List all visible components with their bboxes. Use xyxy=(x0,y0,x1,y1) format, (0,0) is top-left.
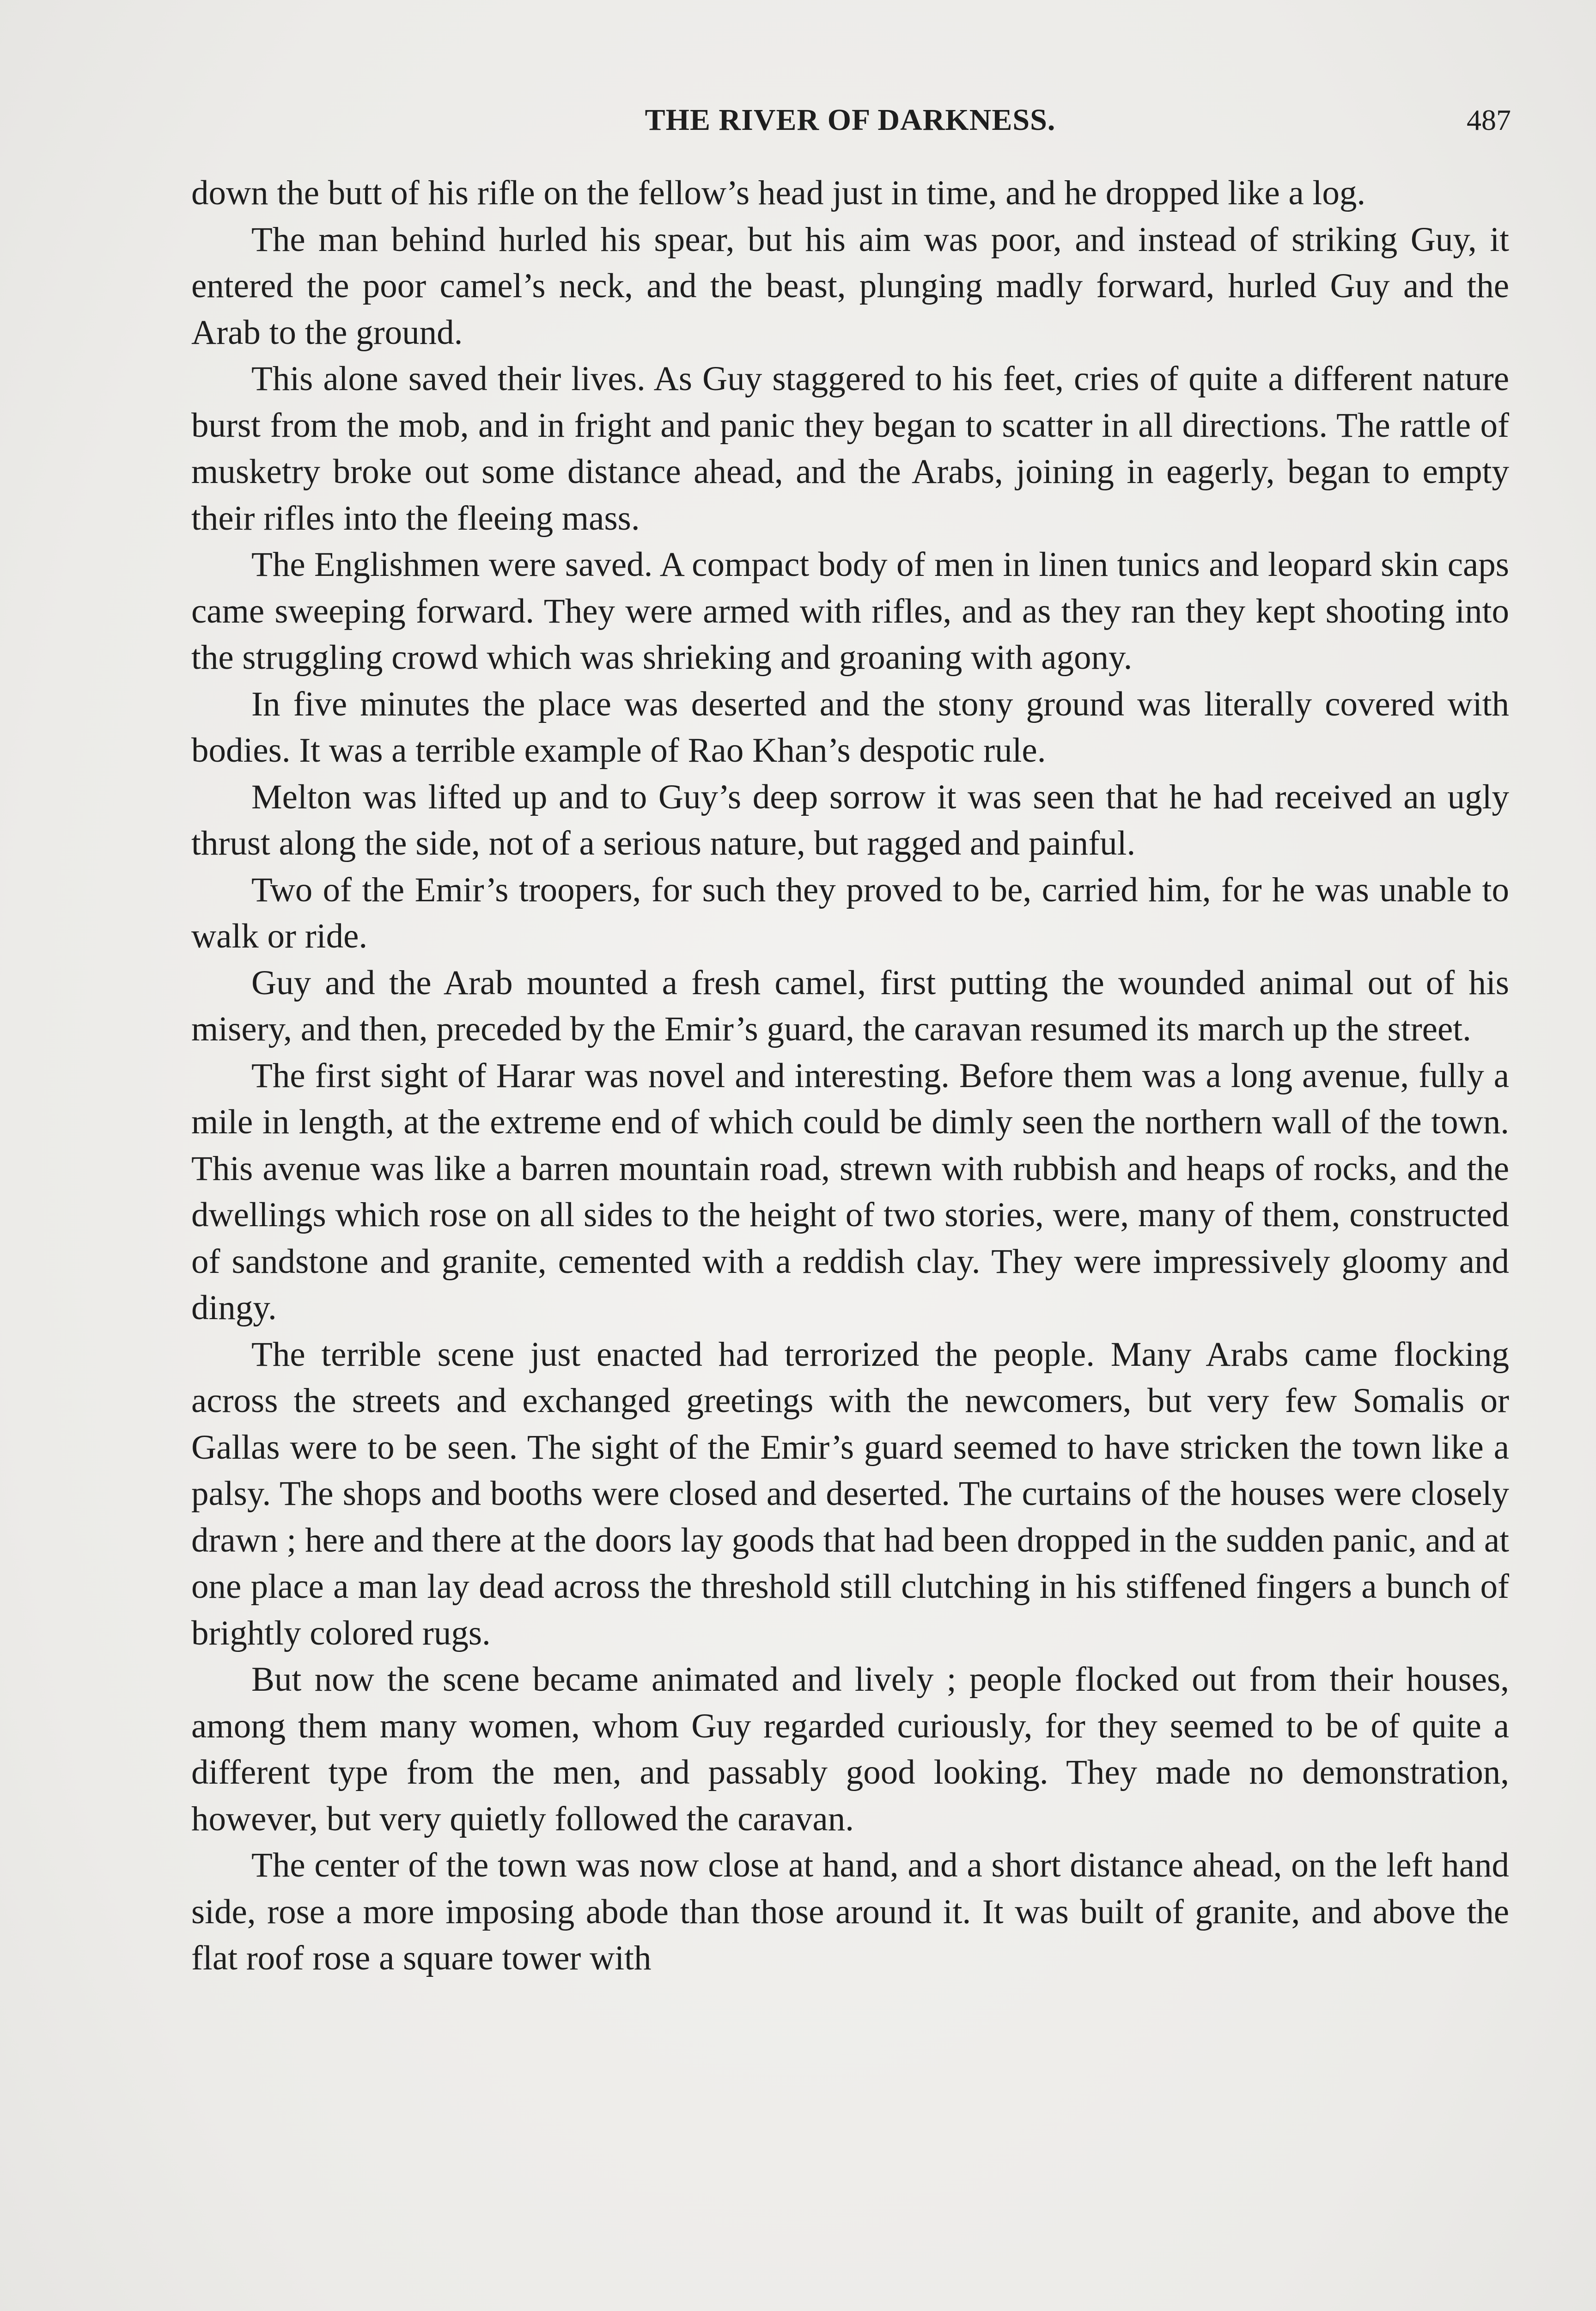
paragraph: Guy and the Arab mounted a fresh camel, first putting the wounded animal out of his misery, and then, preceded by the Emir’s guard, the caravan resumed its march up the street. xyxy=(191,963,1509,1048)
paragraph: Melton was lifted up and to Guy’s deep sorrow it was seen that he had received an ugly thrust along the side, not of a serious nature, but ragged and painful. xyxy=(191,777,1509,862)
running-title: THE RIVER OF DARKNESS. xyxy=(645,103,1056,137)
paragraph: This alone saved their lives. As Guy staggered to his feet, cries of quite a different nature burst from the mob, and in fright and panic they began to scatter in all directions. The rattle of musketry broke out some distance ahead, and the Arabs, joining in eagerly, began to empty their rifles into the fleeing mass. xyxy=(191,360,1509,538)
paragraph: The terrible scene just enacted had terrorized the people. Many Arabs came flocking across the streets and exchanged greetings with the newcomers, but very few Somalis or Gallas were to be seen. The sight of the Emir’s guard seemed to have stricken the town like a palsy. The shops and booths were closed and deserted. The curtains of the houses were closely drawn ; here and there at the doors lay goods that had been dropped in the sudden panic, and at one place a man lay dead across the threshold still clutching in his stiffened fingers a bunch of brightly colored rugs. xyxy=(191,1335,1509,1652)
body-text xyxy=(191,170,1509,1982)
paragraph: down the butt of his rifle on the fellow’s head just in time, and he dropped like a log. xyxy=(191,174,1366,212)
paragraph: But now the scene became animated and lively ; people flocked out from their houses, among them many women, whom Guy regarded curiously, for they seemed to be of quite a different type from the men, and passably good looking. They made no demonstration, however, but very quietly followed the caravan. xyxy=(191,1660,1509,1838)
paragraph: The center of the town was now close at hand, and a short distance ahead, on the left hand side, rose a more imposing abode than those around it. It was built of granite, and above the flat roof rose a square tower with xyxy=(191,1846,1509,1977)
paragraph: The first sight of Harar was novel and interesting. Before them was a long avenue, fully a mile in length, at the extreme end of which could be dimly seen the northern wall of the town. This avenue was like a barren mountain road, strewn with rubbish and heaps of rocks, and the dwellings which rose on all sides to the height of two stories, were, many of them, constructed of sandstone and granite, cemented with a reddish clay. They were impressively gloomy and dingy. xyxy=(191,1056,1509,1327)
running-header xyxy=(189,95,1511,146)
page-number: 487 xyxy=(1467,104,1511,136)
paragraph: The man behind hurled his spear, but his aim was poor, and instead of striking Guy, it entered the poor camel’s neck, and the beast, plunging madly forward, hurled Guy and the Arab to the ground. xyxy=(191,220,1509,352)
paragraph: Two of the Emir’s troopers, for such they proved to be, carried him, for he was unable to walk or ride. xyxy=(191,870,1509,955)
paragraph: The Englishmen were saved. A compact body of men in linen tunics and leopard skin caps came sweeping forward. They were armed with rifles, and as they ran they kept shooting into the struggling crowd which was shrieking and groaning with agony. xyxy=(191,545,1509,677)
paragraph: In five minutes the place was deserted and the stony ground was literally covered with bodies. It was a terrible example of Rao Khan’s despotic rule. xyxy=(191,685,1509,770)
